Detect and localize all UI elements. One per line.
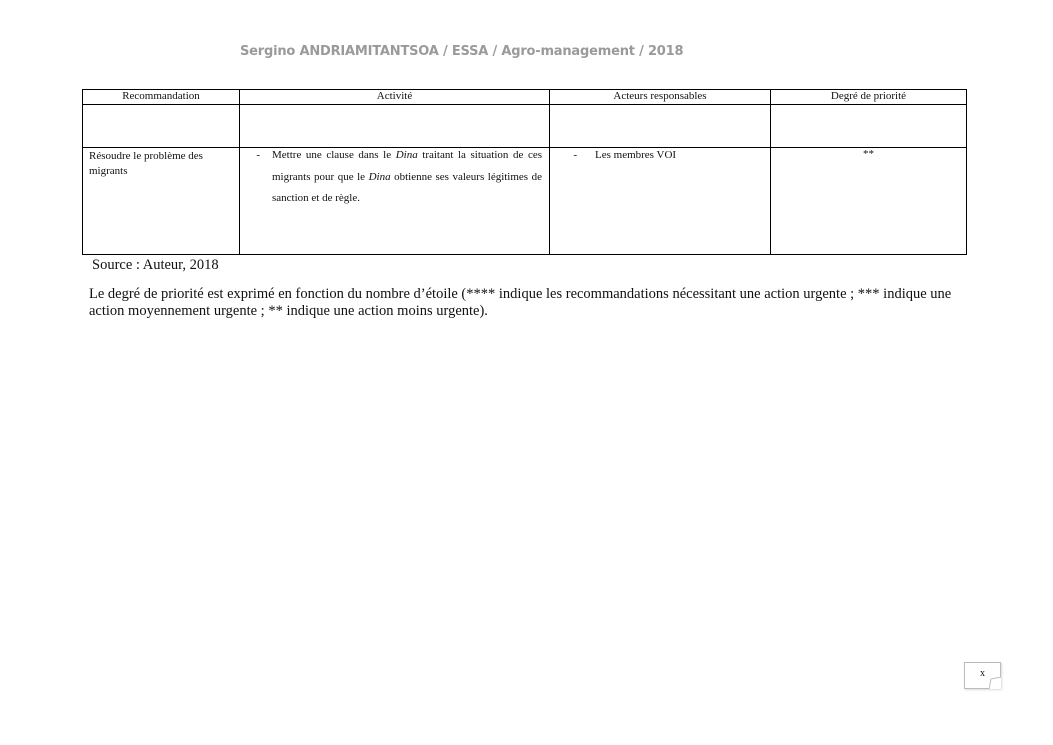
bullet-dash: - (256, 149, 260, 161)
actor-bullet (550, 148, 770, 162)
activity-text (272, 145, 549, 210)
recommandation-text: Résoudre le problème des migrants (89, 150, 203, 177)
priority-cell (771, 148, 967, 255)
page-number-box (964, 662, 1001, 689)
recommandation-cell (83, 148, 240, 255)
page-corner-fold-icon (989, 677, 1001, 689)
actors-cell (550, 148, 771, 255)
activity-text-part: traitant la situation de ces migrants pour que le (272, 149, 542, 183)
activity-bullet (240, 148, 549, 210)
activity-cell (240, 148, 550, 255)
table-header-row (83, 90, 967, 105)
empty-cell (771, 105, 967, 148)
column-header-acteurs: Acteurs responsables (550, 90, 771, 105)
column-header-activite: Activité (240, 90, 550, 105)
priority-stars: ** (863, 148, 874, 160)
page-header: Sergino ANDRIAMITANTSOA / ESSA / Agro-management / 2018 (240, 44, 684, 59)
page-number: x (980, 668, 985, 679)
source-caption: Source : Auteur, 2018 (92, 257, 219, 273)
activity-text-italic: Dina (368, 170, 391, 183)
empty-cell (240, 105, 550, 148)
bullet-dash: - (573, 149, 577, 161)
table-row-empty (83, 105, 967, 148)
activity-text-part: Mettre une clause dans le (272, 149, 396, 161)
recommendation-table (82, 89, 967, 255)
actor-text: Les membres VOI (595, 149, 677, 161)
empty-cell (83, 105, 240, 148)
column-header-recommandation: Recommandation (83, 90, 240, 105)
activity-text-part: obtienne ses valeurs légitimes de sanction et de règle. (272, 170, 542, 204)
priority-note: Le degré de priorité est exprimé en fonction du nombre d’étoile (**** indique les recommandations nécessitant une action urgente ; *** indique une action moyennement urgente ; ** indique une action moins urgente). (89, 286, 952, 319)
activity-text-italic: Dina (395, 149, 418, 161)
column-header-priorite: Degré de priorité (771, 90, 967, 105)
empty-cell (550, 105, 771, 148)
table-row (83, 148, 967, 255)
